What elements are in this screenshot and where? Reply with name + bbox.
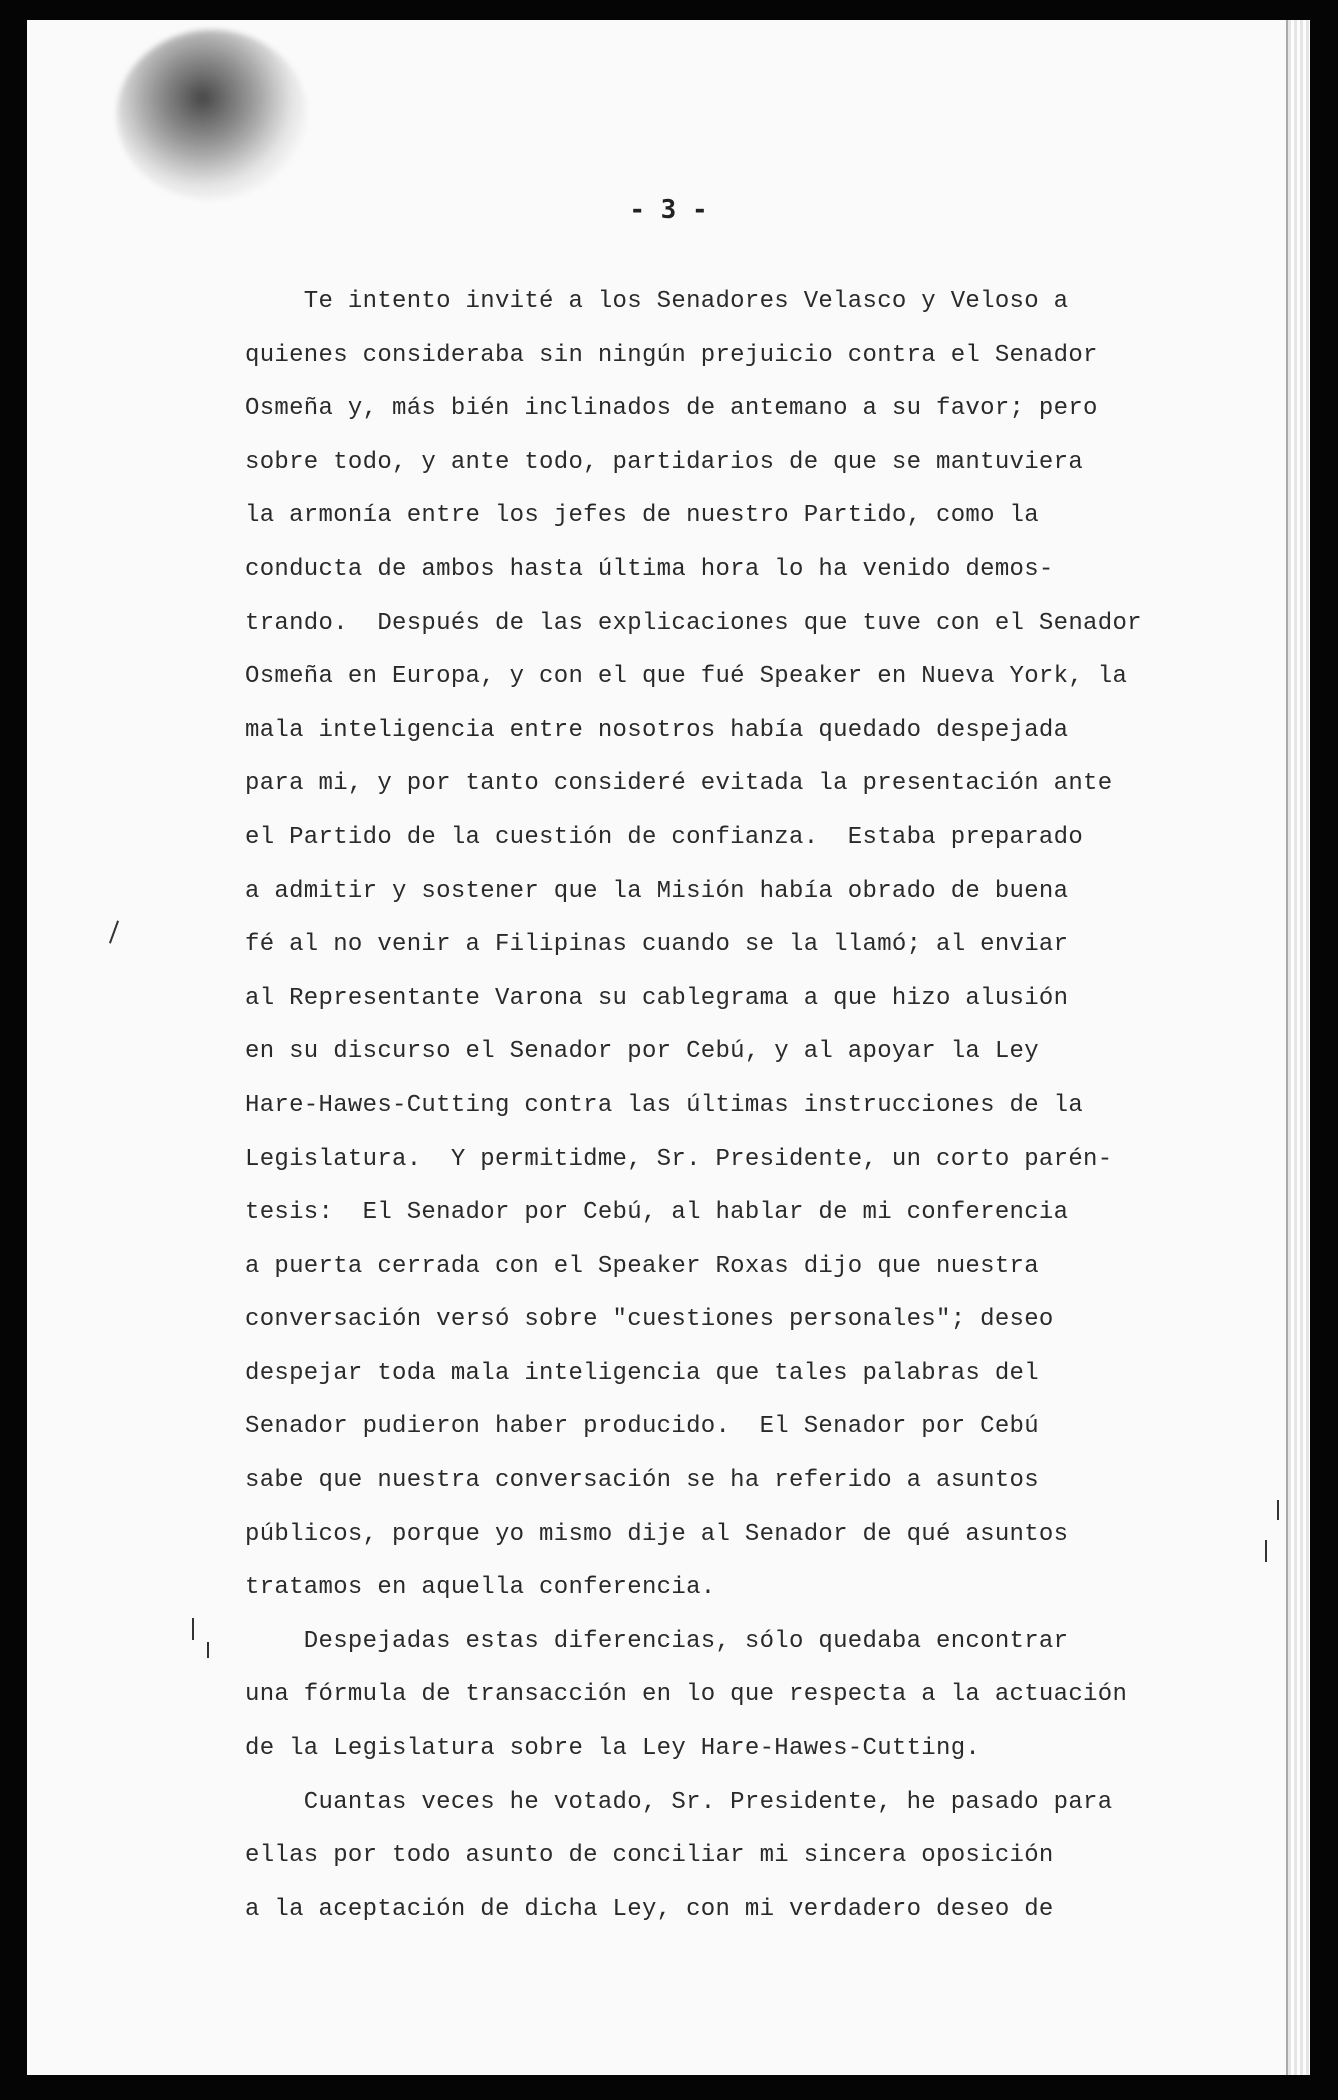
text-line: Despejadas estas diferencias, sólo quedaba encontrar bbox=[245, 1627, 1069, 1655]
text-line: mala inteligencia entre nosotros había quedado despejada bbox=[245, 716, 1069, 744]
text-line: al Representante Varona su cablegrama a que hizo alusión bbox=[245, 984, 1069, 1012]
text-line: una fórmula de transacción en lo que respecta a la actuación bbox=[245, 1681, 1128, 1709]
margin-mark bbox=[1277, 1500, 1279, 1520]
text-line: sobre todo, y ante todo, partidarios de que se mantuviera bbox=[245, 448, 1084, 476]
margin-mark bbox=[109, 920, 119, 943]
text-line: ellas por todo asunto de conciliar mi sincera oposición bbox=[245, 1842, 1054, 1870]
text-line: Te intento invité a los Senadores Velasco y Veloso a bbox=[245, 288, 1069, 315]
text-line: fé al no venir a Filipinas cuando se la llamó; al enviar bbox=[245, 931, 1069, 959]
text-line: Osmeña en Europa, y con el que fué Speaker en Nueva York, la bbox=[245, 663, 1128, 691]
text-line: a la aceptación de dicha Ley, con mi verdadero deseo de bbox=[245, 1895, 1054, 1923]
text-line: la armonía entre los jefes de nuestro Partido, como la bbox=[245, 502, 1039, 530]
document-body bbox=[245, 275, 1245, 1936]
text-line: a admitir y sostener que la Misión había obrado de buena bbox=[245, 877, 1069, 905]
text-line: para mi, y por tanto consideré evitada la presentación ante bbox=[245, 770, 1113, 798]
text-line: Cuantas veces he votado, Sr. Presidente, he pasado para bbox=[245, 1788, 1113, 1816]
text-line: sabe que nuestra conversación se ha referido a asuntos bbox=[245, 1467, 1039, 1495]
text-line: a puerta cerrada con el Speaker Roxas dijo que nuestra bbox=[245, 1252, 1039, 1280]
text-line: trando. Después de las explicaciones que tuve con el Senador bbox=[245, 609, 1142, 637]
text-line: públicos, porque yo mismo dije al Senador de qué asuntos bbox=[245, 1520, 1069, 1548]
text-line: Hare-Hawes-Cutting contra las últimas instrucciones de la bbox=[245, 1091, 1084, 1119]
margin-mark bbox=[207, 1642, 209, 1658]
paper-sheet bbox=[27, 20, 1310, 2075]
page-edge bbox=[1286, 20, 1310, 2075]
ink-stain bbox=[117, 30, 307, 200]
text-line: en su discurso el Senador por Cebú, y al apoyar la Ley bbox=[245, 1038, 1039, 1066]
text-line: tratamos en aquella conferencia. bbox=[245, 1574, 716, 1602]
text-line: conversación versó sobre "cuestiones personales"; deseo bbox=[245, 1306, 1054, 1334]
text-line: Osmeña y, más bién inclinados de antemano a su favor; pero bbox=[245, 395, 1098, 423]
text-line: Senador pudieron haber producido. El Senador por Cebú bbox=[245, 1413, 1039, 1441]
text-line: despejar toda mala inteligencia que tales palabras del bbox=[245, 1359, 1039, 1387]
text-line: tesis: El Senador por Cebú, al hablar de mi conferencia bbox=[245, 1199, 1069, 1227]
text-line: el Partido de la cuestión de confianza. Estaba preparado bbox=[245, 823, 1084, 851]
text-line: conducta de ambos hasta última hora lo ha venido demos- bbox=[245, 555, 1054, 583]
text-line: quienes consideraba sin ningún prejuicio contra el Senador bbox=[245, 341, 1098, 369]
margin-mark bbox=[1265, 1540, 1267, 1562]
text-line: Legislatura. Y permitidme, Sr. Presidente, un corto parén- bbox=[245, 1145, 1113, 1173]
page-number: - 3 - bbox=[629, 195, 708, 225]
text-line: de la Legislatura sobre la Ley Hare-Hawes-Cutting. bbox=[245, 1735, 981, 1763]
margin-mark bbox=[192, 1618, 194, 1640]
